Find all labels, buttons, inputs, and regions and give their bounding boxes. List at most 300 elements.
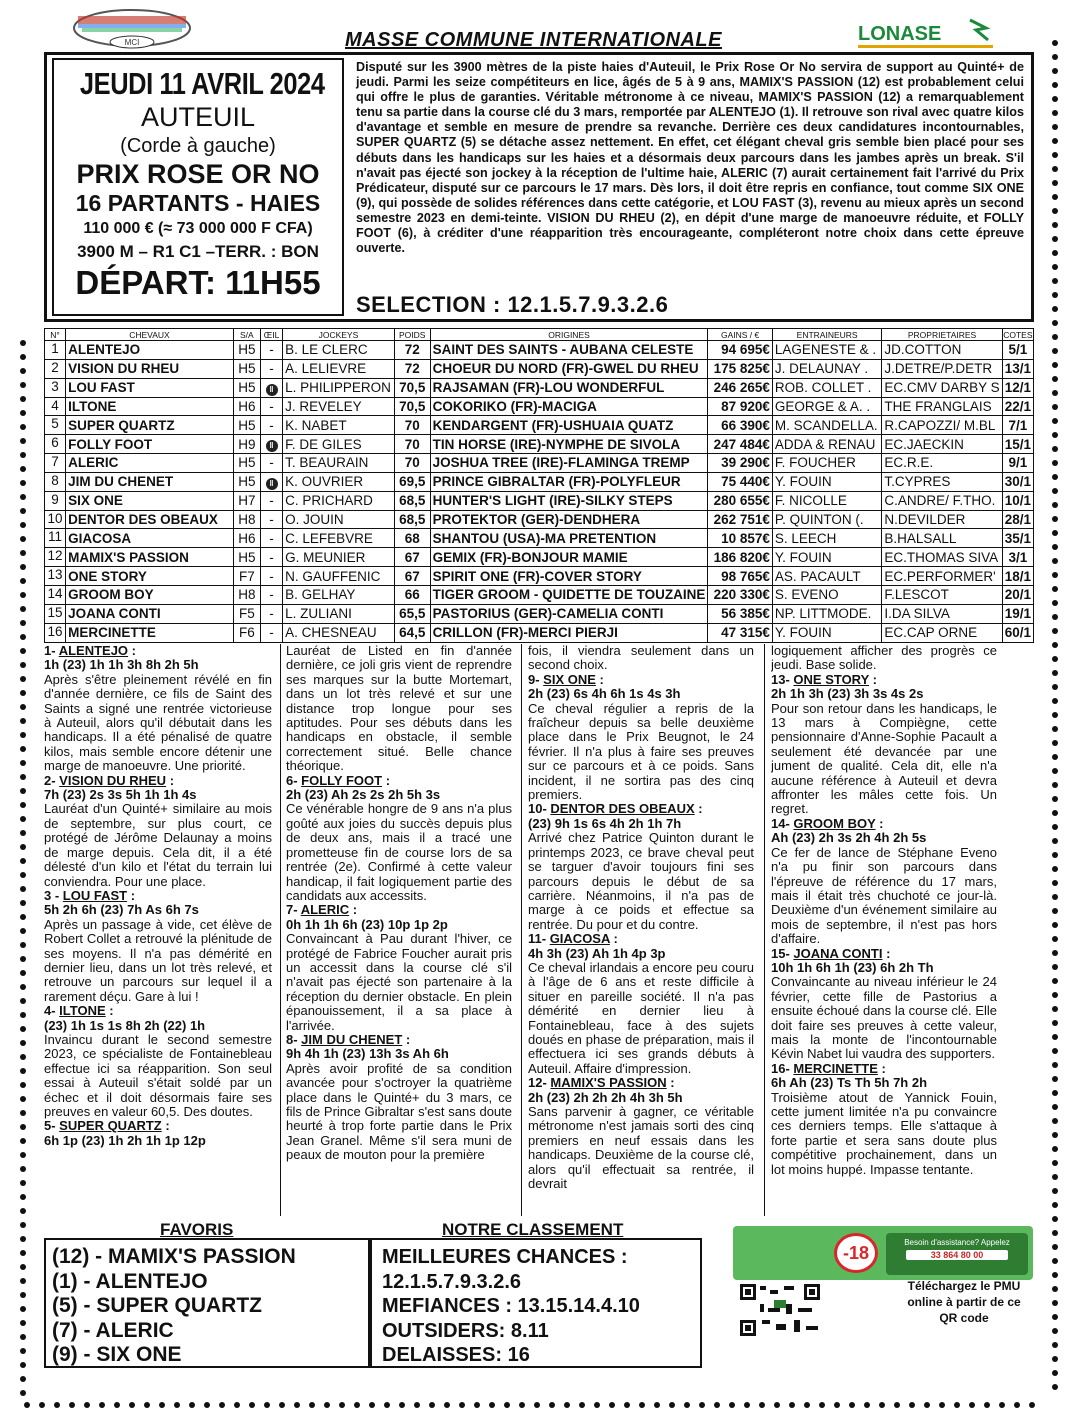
- cell-trainer: GEORGE & A. .: [772, 397, 881, 416]
- cell-poids: 70: [394, 416, 430, 435]
- cell-n: 9: [45, 491, 66, 510]
- cell-oeil: -: [260, 623, 282, 642]
- table-row: [45, 548, 1034, 567]
- horse-performances: 2h (23) Ah 2s 2s 2h 5h 3s: [286, 787, 441, 803]
- cell-name: ALERIC: [66, 454, 234, 473]
- horse-heading: 12- MAMIX'S PASSION :: [528, 1075, 675, 1091]
- cell-orig: TIN HORSE (IRE)-NYMPHE DE SIVOLA: [430, 435, 708, 454]
- cell-jockey: C. LEFEBVRE: [283, 529, 395, 548]
- horse-comment: Lauréat de Listed en fin d'année dernière, ce joli gris vient de reprendre ses marques sur la butte Mortemart, dans un lot très relevé et sur une distance trop longue pour ses aptitudes. Pour ses débuts dans les handicaps en obstacle, il semble correctement situé. Belle chance théorique.: [286, 644, 512, 774]
- runners-table: [44, 328, 1034, 643]
- horse-comment: Ce vénérable hongre de 9 ans n'a plus goûté aux joies du succès depuis plus de deux ans, mais il a tracé une prometteuse fin de course lors de sa rentrée (2e). Confirmé à cette valeur handicap, il fait logiquement partie des candidats aux accessits.: [286, 801, 512, 903]
- cell-name: ONE STORY: [66, 567, 234, 586]
- cell-trainer: Y. FOUIN: [772, 623, 881, 642]
- horse-performances: 0h 1h 1h 6h (23) 10p 1p 2p: [286, 916, 448, 932]
- cell-sa: H5: [233, 548, 260, 567]
- cell-n: 16: [45, 623, 66, 642]
- horse-comment: Ce fer de lance de Stéphane Eveno n'a pu finir son parcours dans l'épreuve de référence du 17 mars, mais il était très chuchoté ce jour-là. Deuxième d'un événement similaire au mois de septembre, il n'est pas hors d'affaire.: [771, 844, 997, 947]
- cell-name: SUPER QUARTZ: [66, 416, 234, 435]
- bottom-dot-border: [24, 1402, 1035, 1413]
- cell-sa: H5: [233, 416, 260, 435]
- horse-name: JOANA CONTI: [793, 945, 883, 961]
- cell-owner: B.HALSALL: [882, 529, 1002, 548]
- classement-list: [382, 1245, 640, 1368]
- horse-name: DENTOR DES OBEAUX: [550, 801, 695, 817]
- cell-gains: 47 315€: [708, 623, 773, 642]
- cell-owner: N.DEVILDER: [882, 510, 1002, 529]
- cell-sa: H5: [233, 472, 260, 491]
- cell-orig: COKORIKO (FR)-MACIGA: [430, 397, 708, 416]
- cell-gains: 56 385€: [708, 604, 773, 623]
- cell-gains: 66 390€: [708, 416, 773, 435]
- horse-number: 3 -: [44, 887, 63, 903]
- cell-name: SIX ONE: [66, 491, 234, 510]
- classement-line: DELAISSES: 16: [382, 1344, 530, 1367]
- cell-orig: SAINT DES SAINTS - AUBANA CELESTE: [430, 341, 708, 360]
- horse-heading: 2- VISION DU RHEU :: [44, 772, 175, 788]
- main-title: MASSE COMMUNE INTERNATIONALE: [345, 29, 722, 51]
- horse-heading: 15- JOANA CONTI :: [771, 945, 891, 961]
- lonase-logo: [858, 18, 993, 54]
- cell-jockey: A. LELIEVRE: [283, 359, 395, 378]
- favori-item: (5) - SUPER QUARTZ: [52, 1294, 262, 1318]
- horse-performances: 2h (23) 6s 4h 6h 1s 4s 3h: [528, 686, 681, 702]
- cell-jockey: K. OUVRIER: [283, 472, 395, 491]
- cell-name: JIM DU CHENET: [66, 472, 234, 491]
- cell-oeil: [260, 435, 282, 454]
- horse-number: 8-: [286, 1031, 302, 1047]
- horse-number: 7-: [286, 902, 301, 918]
- horse-number: 4-: [44, 1003, 60, 1019]
- cell-poids: 65,5: [394, 604, 430, 623]
- horse-performances: 4h 3h (23) Ah 1h 4p 3p: [528, 945, 666, 961]
- cell-cote: 20/1: [1002, 585, 1033, 604]
- cell-name: GROOM BOY: [66, 585, 234, 604]
- classement-line: MEFIANCES : 13.15.14.4.10: [382, 1295, 640, 1318]
- cell-name: FOLLY FOOT: [66, 435, 234, 454]
- cell-gains: 175 825€: [708, 359, 773, 378]
- horse-name: MAMIX'S PASSION: [550, 1075, 667, 1091]
- cell-poids: 69,5: [394, 472, 430, 491]
- cell-name: MERCINETTE: [66, 623, 234, 642]
- table-header-row: [45, 329, 1034, 341]
- cell-sa: H5: [233, 378, 260, 397]
- cell-cote: 28/1: [1002, 510, 1033, 529]
- horse-heading: 5- SUPER QUARTZ :: [44, 1118, 170, 1134]
- cell-name: JOANA CONTI: [66, 604, 234, 623]
- intro-text: Disputé sur les 3900 mètres de la piste haies d'Auteuil, le Prix Rose Or No servira de support au Quinté+ de jeudi. Parmi les seize compétiteurs en lice, âgés de 5 à 9 ans, MAMIX'S PASSION (12) est probablement celui qui offre le plus de garanties. Véritable métronome à ce niveau, MAMIX'S PASSION (12) a remarquablement tenu sa partie dans la course clé du 3 mars, remportée par ALENTEJO (1). Il retrouve son rival avec quatre kilos d'avantage et semble en mesure de prendre sa revanche. Derrière ces deux candidatures incontournables, SUPER QUARTZ (5) se détache assez nettement. En effet, cet élégant cheval gris semble bien placé pour ses débuts dans les handicaps sur les haies et a désormais deux parcours dans les jambes après un break. S'il n'avait pas éjecté son jockey à la réception de l'ultime haie, ALERIC (7) aurait certainement fait l'arrivé du Prix Prédicateur, disputé sur ce parcours le 17 mars. Dès lors, il doit être repris en confiance, tout comme SIX ONE (9), qui possède de solides références dans cette catégorie, et LOU FAST (3), revenu au mieux après un second semestre 2023 en demi-teinte. VISION DU RHEU (2), en dépit d'une marge de manoeuvre réduite, et FOLLY FOOT (6), à créditer d'une réapparition très encourageante, compléteront notre choix dans cette épreuve ouverte.: [356, 60, 1024, 256]
- cell-n: 15: [45, 604, 66, 623]
- cell-sa: F6: [233, 623, 260, 642]
- cell-orig: TIGER GROOM - QUIDETTE DE TOUZAINE: [430, 585, 708, 604]
- horse-comment: Invaincu durant le second semestre 2023, ce spécialiste de Fontainebleau effectue ici sa réapparition. Son seul essai à Auteuil s'était soldé par un échec et il doit désormais faire ses preuves en valeur 60,5. Des doutes.: [44, 1031, 272, 1119]
- cell-gains: 94 695€: [708, 341, 773, 360]
- cell-name: LOU FAST: [66, 378, 234, 397]
- horse-name: GROOM BOY: [793, 815, 876, 831]
- horse-heading: 6- FOLLY FOOT :: [286, 772, 391, 788]
- cell-cote: 9/1: [1002, 454, 1033, 473]
- cell-sa: H6: [233, 529, 260, 548]
- horse-heading: 4- ILTONE :: [44, 1003, 114, 1019]
- help-title: Besoin d'assistance? Appelez: [904, 1238, 1010, 1247]
- race-depart: DÉPART: 11H55: [75, 264, 321, 301]
- horse-name: ONE STORY: [793, 671, 870, 687]
- commentary-column-1: [44, 644, 272, 1216]
- cell-poids: 70: [394, 435, 430, 454]
- race-distance: 3900 M – R1 C1 –TERR. : BON: [77, 242, 319, 261]
- horse-number: 16-: [771, 1060, 794, 1076]
- horse-heading: 7- ALERIC :: [286, 902, 358, 918]
- cell-orig: CRILLON (FR)-MERCI PIERJI: [430, 623, 708, 642]
- cell-cote: 10/1: [1002, 491, 1033, 510]
- horse-number: 14-: [771, 815, 794, 831]
- horse-performances: 2h (23) 2h 2h 2h 4h 3h 5h: [528, 1089, 683, 1105]
- cell-trainer: S. EVENO: [772, 585, 881, 604]
- horse-heading: 11- GIACOSA :: [528, 931, 618, 947]
- table-row: [45, 454, 1034, 473]
- cell-sa: H5: [233, 454, 260, 473]
- cell-n: 5: [45, 416, 66, 435]
- cell-n: 13: [45, 567, 66, 586]
- cell-trainer: S. LEECH: [772, 529, 881, 548]
- cell-owner: EC.THOMAS SIVA: [882, 548, 1002, 567]
- cell-cote: 13/1: [1002, 359, 1033, 378]
- cell-jockey: L. PHILIPPERON: [283, 378, 395, 397]
- cell-owner: F.LESCOT: [882, 585, 1002, 604]
- horse-number: 1-: [44, 644, 59, 658]
- horse-number: 11-: [528, 931, 550, 947]
- cell-oeil: -: [260, 359, 282, 378]
- horse-number: 5-: [44, 1118, 60, 1134]
- favori-item: (12) - MAMIX'S PASSION: [52, 1245, 296, 1268]
- race-venue: AUTEUIL: [140, 102, 256, 132]
- cell-sa: F7: [233, 567, 260, 586]
- svg-text:LONASE: LONASE: [858, 23, 942, 45]
- horse-performances: 10h 1h 6h 1h (23) 6h 2h Th: [771, 959, 934, 975]
- table-header-cell: PROPRIETAIRES: [882, 329, 1002, 341]
- table-header-cell: COTES: [1003, 329, 1033, 340]
- selection: SELECTION : 12.1.5.7.9.3.2.6: [356, 292, 669, 317]
- cell-orig: RAJSAMAN (FR)-LOU WONDERFUL: [430, 378, 708, 397]
- cell-owner: THE FRANGLAIS: [882, 397, 1002, 416]
- horse-number: 15-: [771, 945, 794, 961]
- cell-owner: I.DA SILVA: [882, 604, 1002, 623]
- horse-name: VISION DU RHEU: [59, 772, 167, 788]
- right-dot-border: [1052, 40, 1060, 1398]
- table-header-cell: POIDS: [394, 329, 430, 341]
- cell-oeil: -: [260, 529, 282, 548]
- table-header-cell: JOCKEYS: [283, 329, 395, 341]
- horse-name: SUPER QUARTZ: [59, 1118, 162, 1134]
- horse-comment: Après avoir profité de sa condition avancée pour s'octroyer la quatrième place dans le Quinté+ du 3 mars, ce fils de Prince Gibraltar s'est sans doute heurté à trop forte partie dans le Prix Jean Granel. Même s'il sera muni de peaux de mouton pour la première: [286, 1060, 512, 1163]
- cell-orig: PASTORIUS (GER)-CAMELIA CONTI: [430, 604, 708, 623]
- horse-performances: 5h 2h 6h (23) 7h As 6h 7s: [44, 902, 199, 918]
- commentary-column-4: [771, 644, 997, 1216]
- cell-sa: H7: [233, 491, 260, 510]
- table-header-cell: ŒIL: [260, 329, 282, 341]
- cell-trainer: F. FOUCHER: [772, 454, 881, 473]
- cell-orig: CHOEUR DU NORD (FR)-GWEL DU RHEU: [430, 359, 708, 378]
- race-date: JEUDI 11 AVRIL 2024: [79, 66, 325, 101]
- cell-orig: JOSHUA TREE (IRE)-FLAMINGA TREMP: [430, 454, 708, 473]
- cell-cote: 12/1: [1002, 378, 1033, 397]
- cell-oeil: -: [260, 585, 282, 604]
- cell-n: 11: [45, 529, 66, 548]
- cell-owner: JD.COTTON: [882, 341, 1002, 360]
- cell-gains: 186 820€: [708, 548, 773, 567]
- svg-text:MCI: MCI: [124, 38, 140, 47]
- cell-orig: GEMIX (FR)-BONJOUR MAMIE: [430, 548, 708, 567]
- horse-performances: 1h (23) 1h 1h 3h 8h 2h 5h: [44, 657, 199, 673]
- horse-comment: Ce cheval irlandais a encore peu couru à l'âge de 6 ans et reste difficile à situer en pareille société. Il n'a pas démérité en dernier lieu à Fontainebleau, face à des sujets doués en phase de préparation, mais il effectuera ici ses grands débuts à Auteuil. Affaire d'impression.: [528, 959, 754, 1076]
- table-header-cell: GAINS / €: [708, 329, 773, 341]
- cell-orig: PRINCE GIBRALTAR (FR)-POLYFLEUR: [430, 472, 708, 491]
- cell-oeil: -: [260, 567, 282, 586]
- horse-name: FOLLY FOOT: [301, 772, 383, 788]
- horse-comment: Ce cheval régulier a repris de la fraîcheur depuis sa belle deuxième place dans le Prix Beugnot, le 24 février. Il n'a plus à faire ses preuves sur ce parcours et à ce poids. Sans incident, il ne sortira pas des cinq premiers.: [528, 700, 754, 803]
- cell-poids: 64,5: [394, 623, 430, 642]
- table-row: [45, 378, 1034, 397]
- cell-cote: 22/1: [1002, 397, 1033, 416]
- horse-performances: 6h 1p (23) 1h 2h 1h 1p 12p: [44, 1132, 206, 1148]
- classement-title: NOTRE CLASSEMENT: [442, 1220, 624, 1239]
- cell-name: ALENTEJO: [66, 341, 234, 360]
- classement-line: OUTSIDERS: 8.11: [382, 1319, 549, 1342]
- horse-performances: 9h 4h 1h (23) 13h 3s Ah 6h: [286, 1046, 449, 1062]
- table-row: [45, 397, 1034, 416]
- cell-jockey: J. REVELEY: [283, 397, 395, 416]
- table-row: [45, 623, 1034, 642]
- cell-cote: 35/1: [1002, 529, 1033, 548]
- cell-n: 3: [45, 378, 66, 397]
- cell-owner: EC.CAP ORNE: [882, 623, 1002, 642]
- help-box: [886, 1233, 1028, 1275]
- cell-gains: 280 655€: [708, 491, 773, 510]
- favori-item: (9) - SIX ONE: [52, 1343, 182, 1367]
- table-row: [45, 416, 1034, 435]
- horse-name: LOU FAST: [62, 887, 128, 903]
- commentary-section: [44, 644, 1028, 1216]
- cell-sa: H9: [233, 435, 260, 454]
- cell-n: 4: [45, 397, 66, 416]
- cell-orig: SHANTOU (USA)-MA PRETENTION: [430, 529, 708, 548]
- horse-performances: (23) 1h 1s 1s 8h 2h (22) 1h: [44, 1017, 206, 1033]
- commentary-column-3: [528, 644, 754, 1216]
- cell-trainer: J. DELAUNAY .: [772, 359, 881, 378]
- cell-sa: H6: [233, 397, 260, 416]
- cell-poids: 68,5: [394, 491, 430, 510]
- cell-poids: 68,5: [394, 510, 430, 529]
- horse-name: ALENTEJO: [58, 644, 129, 658]
- cell-oeil: -: [260, 341, 282, 360]
- favori-item: (1) - ALENTEJO: [52, 1269, 208, 1293]
- race-corde: (Corde à gauche): [120, 135, 276, 157]
- classement-line: MEILLEURES CHANCES :: [382, 1246, 628, 1268]
- cell-name: ILTONE: [66, 397, 234, 416]
- horse-number: 9-: [528, 671, 544, 687]
- cell-name: DENTOR DES OBEAUX: [66, 510, 234, 529]
- table-header-cell: S/A: [233, 329, 260, 341]
- cell-jockey: C. PRICHARD: [283, 491, 395, 510]
- cell-n: 7: [45, 454, 66, 473]
- table-header-cell: N°: [45, 329, 66, 341]
- cell-gains: 247 484€: [708, 435, 773, 454]
- cell-cote: 18/1: [1002, 567, 1033, 586]
- qr-download-text: Téléchargez le PMU online à partir de ce QR code: [907, 1279, 1021, 1325]
- cell-jockey: T. BEAURAIN: [283, 454, 395, 473]
- cell-oeil: [260, 472, 282, 491]
- horse-comment: Sans parvenir à gagner, ce véritable métronome n'est jamais sorti des cinq premiers en neuf essais dans les handicaps. Deuxième de la course clé, alors qu'il effectuait sa rentrée, il devrait: [528, 1104, 754, 1192]
- race-partants: 16 PARTANTS - HAIES: [75, 190, 321, 216]
- cell-owner: T.CYPRES: [882, 472, 1002, 491]
- cell-trainer: AS. PACAULT: [772, 567, 881, 586]
- cell-gains: 220 330€: [708, 585, 773, 604]
- table-row: [45, 529, 1034, 548]
- cell-poids: 67: [394, 548, 430, 567]
- horse-number: 12-: [528, 1075, 551, 1091]
- cell-poids: 72: [394, 359, 430, 378]
- cell-n: 12: [45, 548, 66, 567]
- cell-trainer: ADDA & RENAU: [772, 435, 881, 454]
- horse-heading: 14- GROOM BOY :: [771, 815, 884, 831]
- race-prize: 110 000 € (≈ 73 000 000 F CFA): [83, 220, 313, 237]
- horse-heading: 8- JIM DU CHENET :: [286, 1031, 411, 1047]
- cell-cote: 60/1: [1002, 623, 1033, 642]
- horse-heading: 10- DENTOR DES OBEAUX :: [528, 801, 703, 817]
- cell-oeil: -: [260, 416, 282, 435]
- cell-sa: H8: [233, 585, 260, 604]
- cell-poids: 72: [394, 341, 430, 360]
- horse-comment: logiquement afficher des progrès ce jeudi. Base solide.: [771, 644, 997, 673]
- cell-owner: EC.JAECKIN: [882, 435, 1002, 454]
- mci-logo: [72, 8, 192, 50]
- commentary-column-2: [286, 644, 512, 1216]
- blinkers-icon: ‖: [266, 384, 278, 396]
- horse-name: ILTONE: [59, 1003, 106, 1019]
- cell-name: GIACOSA: [66, 529, 234, 548]
- cell-gains: 87 920€: [708, 397, 773, 416]
- help-phone: 33 864 80 00: [906, 1250, 1008, 1260]
- cell-sa: H8: [233, 510, 260, 529]
- cell-trainer: NP. LITTMODE.: [772, 604, 881, 623]
- classement-line: 12.1.5.7.9.3.2.6: [382, 1270, 522, 1293]
- cell-jockey: B. GELHAY: [283, 585, 395, 604]
- horse-heading: 16- MERCINETTE :: [771, 1060, 886, 1076]
- horse-comment: Convaincante au niveau inférieur le 24 février, cette fille de Pastorius a ensuite échoué dans la course clé. Elle doit faire ses preuves à cette valeur, mais la monte de l'incontournable Kévin Nabet lui vaudra des supporters.: [771, 974, 997, 1062]
- cell-jockey: F. DE GILES: [283, 435, 395, 454]
- table-row: [45, 604, 1034, 623]
- horse-performances: 7h (23) 2s 3s 5h 1h 1h 4s: [44, 787, 197, 803]
- table-header-cell: CHEVAUX: [66, 329, 234, 341]
- cell-orig: KENDARGENT (FR)-USHUAIA QUATZ: [430, 416, 708, 435]
- horse-number: 2-: [44, 772, 60, 788]
- horse-comment: Pour son retour dans les handicaps, le 13 mars à Compiègne, cette pensionnaire d'Anne-Sophie Pacault a seulement été devancée par une jument de qualité. Cela dit, elle n'a aucune référence à Auteuil et devra affronter les mâles cette fois. Un regret.: [771, 700, 997, 817]
- cell-jockey: A. CHESNEAU: [283, 623, 395, 642]
- cell-trainer: P. QUINTON (.: [772, 510, 881, 529]
- horse-number: 13-: [771, 671, 794, 687]
- cell-gains: 10 857€: [708, 529, 773, 548]
- cell-n: 8: [45, 472, 66, 491]
- cell-sa: H5: [233, 341, 260, 360]
- cell-name: MAMIX'S PASSION: [66, 548, 234, 567]
- cell-poids: 70: [394, 454, 430, 473]
- cell-poids: 70,5: [394, 378, 430, 397]
- cell-n: 1: [45, 341, 66, 360]
- cell-oeil: -: [260, 548, 282, 567]
- cell-trainer: ROB. COLLET .: [772, 378, 881, 397]
- horse-performances: 2h 1h 3h (23) 3h 3s 4s 2s: [771, 686, 924, 702]
- left-dot-border: [20, 340, 28, 1404]
- horse-comment: Après un passage à vide, cet élève de Robert Collet a retrouvé la plénitude de ses moyens. Il n'a pas démérité en dernier lieu, dans un lot très relevé, et retrouve un parcours sur lequel il a rarement déçu. Gare à lui !: [44, 916, 272, 1004]
- horse-performances: Ah (23) 2h 3s 2h 4h 2h 5s: [771, 830, 927, 846]
- cell-orig: PROTEKTOR (GER)-DENDHERA: [430, 510, 708, 529]
- cell-cote: 3/1: [1002, 548, 1033, 567]
- favori-item: (7) - ALERIC: [52, 1318, 174, 1342]
- race-name: PRIX ROSE OR NO: [76, 159, 320, 189]
- horse-performances: 6h Ah (23) Ts Th 5h 7h 2h: [771, 1075, 928, 1091]
- cell-owner: J.DETRE/P.DETR: [882, 359, 1002, 378]
- horse-comment: Arrivé chez Patrice Quinton durant le printemps 2023, ce brave cheval peut se targuer d'avoir toujours fini ses parcours depuis le début de sa carrière. Néanmoins, il n'a pas de marge à ce poids et effectue sa rentrée. Du pour et du contre.: [528, 830, 754, 932]
- table-row: [45, 510, 1034, 529]
- horse-comment: Lauréat d'un Quinté+ similaire au mois de septembre, sur plus court, ce protégé de Jérôme Delaunay a moins de marge depuis. Cela dit, il a été délesté d'un kilo et l'état du terrain lui conviendra. Pour une place.: [44, 801, 272, 889]
- cell-jockey: N. GAUFFENIC: [283, 567, 395, 586]
- cell-cote: 19/1: [1002, 604, 1033, 623]
- cell-gains: 39 290€: [708, 454, 773, 473]
- cell-sa: H5: [233, 359, 260, 378]
- column-divider: [521, 644, 522, 1216]
- horse-name: MERCINETTE: [793, 1060, 878, 1076]
- cell-oeil: -: [260, 510, 282, 529]
- favoris-title: FAVORIS: [160, 1220, 234, 1239]
- table-row: [45, 472, 1034, 491]
- cell-trainer: LAGENESTE & .: [772, 341, 881, 360]
- cell-jockey: L. ZULIANI: [283, 604, 395, 623]
- cell-name: VISION DU RHEU: [66, 359, 234, 378]
- cell-gains: 98 765€: [708, 567, 773, 586]
- horse-heading: 3 - LOU FAST :: [44, 887, 136, 903]
- cell-owner: C.ANDRE/ F.THO.: [882, 491, 1002, 510]
- cell-poids: 67: [394, 567, 430, 586]
- column-divider: [280, 644, 281, 1216]
- horse-heading: 9- SIX ONE :: [528, 671, 604, 687]
- cell-poids: 70,5: [394, 397, 430, 416]
- cell-n: 6: [45, 435, 66, 454]
- cell-sa: F5: [233, 604, 260, 623]
- horse-comment: Troisième atout de Yannick Fouin, cette jument limitée n'a pu convaincre ces derniers temps. Elle s'attaque à forte partie et sera sans doute plus compétitive prochainement, dans un lot moins huppé. Impasse tentante.: [771, 1089, 997, 1177]
- cell-gains: 262 751€: [708, 510, 773, 529]
- horse-heading: 13- ONE STORY :: [771, 671, 877, 687]
- cell-n: 14: [45, 585, 66, 604]
- table-row: [45, 359, 1034, 378]
- table-row: [45, 567, 1034, 586]
- cell-oeil: -: [260, 491, 282, 510]
- horse-name: GIACOSA: [549, 931, 610, 947]
- table-row: [45, 435, 1034, 454]
- cell-oeil: [260, 378, 282, 397]
- horse-number: 6-: [286, 772, 302, 788]
- blinkers-icon: ‖: [266, 440, 278, 452]
- cell-jockey: K. NABET: [283, 416, 395, 435]
- cell-poids: 66: [394, 585, 430, 604]
- cell-cote: 7/1: [1002, 416, 1033, 435]
- age-restriction-badge: -18: [834, 1233, 878, 1273]
- cell-n: 10: [45, 510, 66, 529]
- cell-trainer: Y. FOUIN: [772, 548, 881, 567]
- cell-jockey: O. JOUIN: [283, 510, 395, 529]
- horse-name: SIX ONE: [543, 671, 596, 687]
- cell-owner: EC.R.E.: [882, 454, 1002, 473]
- table-header-cell: ENTRAINEURS: [772, 329, 881, 341]
